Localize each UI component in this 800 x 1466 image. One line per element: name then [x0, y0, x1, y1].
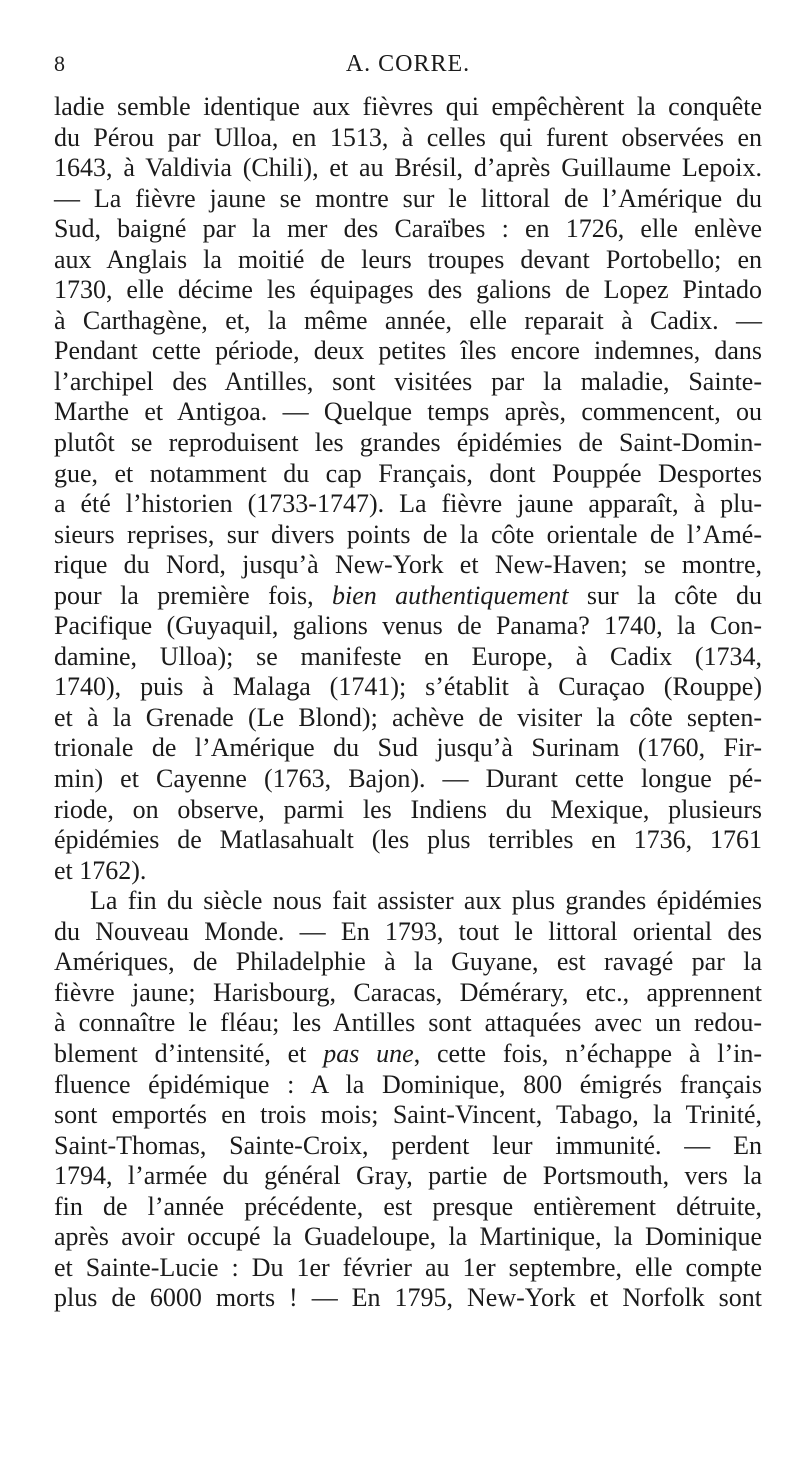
text-line: Amériques, de Philadelphie à la Guyane, est ravagé par la [54, 947, 762, 977]
text-line: Sud, baigné par la mer des Caraïbes : en 1726, elle enlève [54, 214, 762, 244]
text-line: Pacifique (Guyaquil, galions venus de Panama? 1740, la Con- [54, 611, 762, 641]
text-line: 1740), puis à Malaga (1741); s’établit à Curaçao (Rouppe) [54, 672, 762, 702]
text-line: fin de l’année précédente, est presque entièrement détruite, [54, 1191, 762, 1221]
text-line: plus de 6000 morts ! — En 1795, New-York et Norfolk sont [54, 1283, 762, 1313]
text-line: Saint-Thomas, Sainte-Croix, perdent leur immunité. — En [54, 1130, 762, 1160]
body-text [54, 92, 762, 1314]
text-line: riode, on observe, parmi les Indiens du Mexique, plusieurs [54, 794, 762, 824]
text-line: gue, et notamment du cap Français, dont Pouppée Desportes [54, 458, 762, 488]
text-line: min) et Cayenne (1763, Bajon). — Durant cette longue pé- [54, 764, 762, 794]
text-line: du Pérou par Ulloa, en 1513, à celles qui furent observées en [54, 122, 762, 152]
italic-run: pas une [323, 1038, 414, 1068]
italic-run: bien authentiquement [332, 580, 569, 610]
text-line: trionale de l’Amérique du Sud jusqu’à Surinam (1760, Fir- [54, 733, 762, 763]
text-line: Pendant cette période, deux petites îles encore indemnes, dans [54, 336, 762, 366]
text-line: ladie semble identique aux fièvres qui empêchèrent la conquête [54, 92, 762, 121]
text-run: pour la première fois, [54, 580, 332, 610]
text-line: a été l’historien (1733-1747). La fièvre jaune apparaît, à plu- [54, 489, 762, 519]
text-line [54, 581, 762, 612]
text-line: et Sainte-Lucie : Du 1er février au 1er septembre, elle compte [54, 1252, 762, 1282]
text-run: , cette fois, n’échappe à l’in- [413, 1038, 762, 1068]
text-line: 1794, l’armée du général Gray, partie de Portsmouth, vers la [54, 1161, 762, 1191]
text-line: sont emportés en trois mois; Saint-Vincent, Tabago, la Trinité, [54, 1100, 762, 1130]
text-line: et 1762). [54, 855, 147, 885]
text-line: Marthe et Antigoa. — Quelque temps après, commencent, ou [54, 397, 762, 427]
text-line: aux Anglais la moitié de leurs troupes devant Portobello; en [54, 244, 762, 274]
text-line: et à la Grenade (Le Blond); achève de visiter la côte septen- [54, 702, 762, 732]
text-line [54, 1039, 762, 1070]
text-line: La fin du siècle nous fait assister aux plus grandes épidémies [90, 886, 762, 916]
text-line: à connaître le fléau; les Antilles sont attaquées avec un redou- [54, 1008, 762, 1038]
text-line: sieurs reprises, sur divers points de la côte orientale de l’Amé- [54, 519, 762, 549]
text-line: rique du Nord, jusqu’à New-York et New-Haven; se montre, [54, 550, 762, 580]
text-line: à Carthagène, et, la même année, elle reparait à Cadix. — [54, 305, 762, 335]
text-line: 1730, elle décime les équipages des galions de Lopez Pintado [54, 275, 762, 305]
running-title: A. CORRE. [345, 51, 471, 77]
page-number: 8 [54, 51, 65, 76]
text-line: l’archipel des Antilles, sont visitées par la maladie, Sainte- [54, 366, 762, 396]
text-line: épidémies de Matlasahualt (les plus terribles en 1736, 1761 [54, 825, 762, 855]
text-line: — La fièvre jaune se montre sur le littoral de l’Amérique du [54, 183, 762, 213]
text-run: sur la côte du [568, 580, 763, 610]
text-line: damine, Ulloa); se manifeste en Europe, à Cadix (1734, [54, 641, 762, 671]
text-line: fièvre jaune; Harisbourg, Caracas, Démérary, etc., apprennent [54, 977, 762, 1007]
text-run: blement d’intensité, et [54, 1038, 324, 1068]
text-line: plutôt se reproduisent les grandes épidémies de Saint-Domin- [54, 428, 762, 458]
text-line: du Nouveau Monde. — En 1793, tout le littoral oriental des [54, 916, 762, 946]
text-line: fluence épidémique : A la Dominique, 800 émigrés français [54, 1069, 762, 1099]
text-line: après avoir occupé la Guadeloupe, la Martinique, la Dominique [54, 1222, 762, 1252]
running-head [54, 48, 762, 80]
text-line: 1643, à Valdivia (Chili), et au Brésil, d’après Guillaume Lepoix. [54, 153, 762, 183]
